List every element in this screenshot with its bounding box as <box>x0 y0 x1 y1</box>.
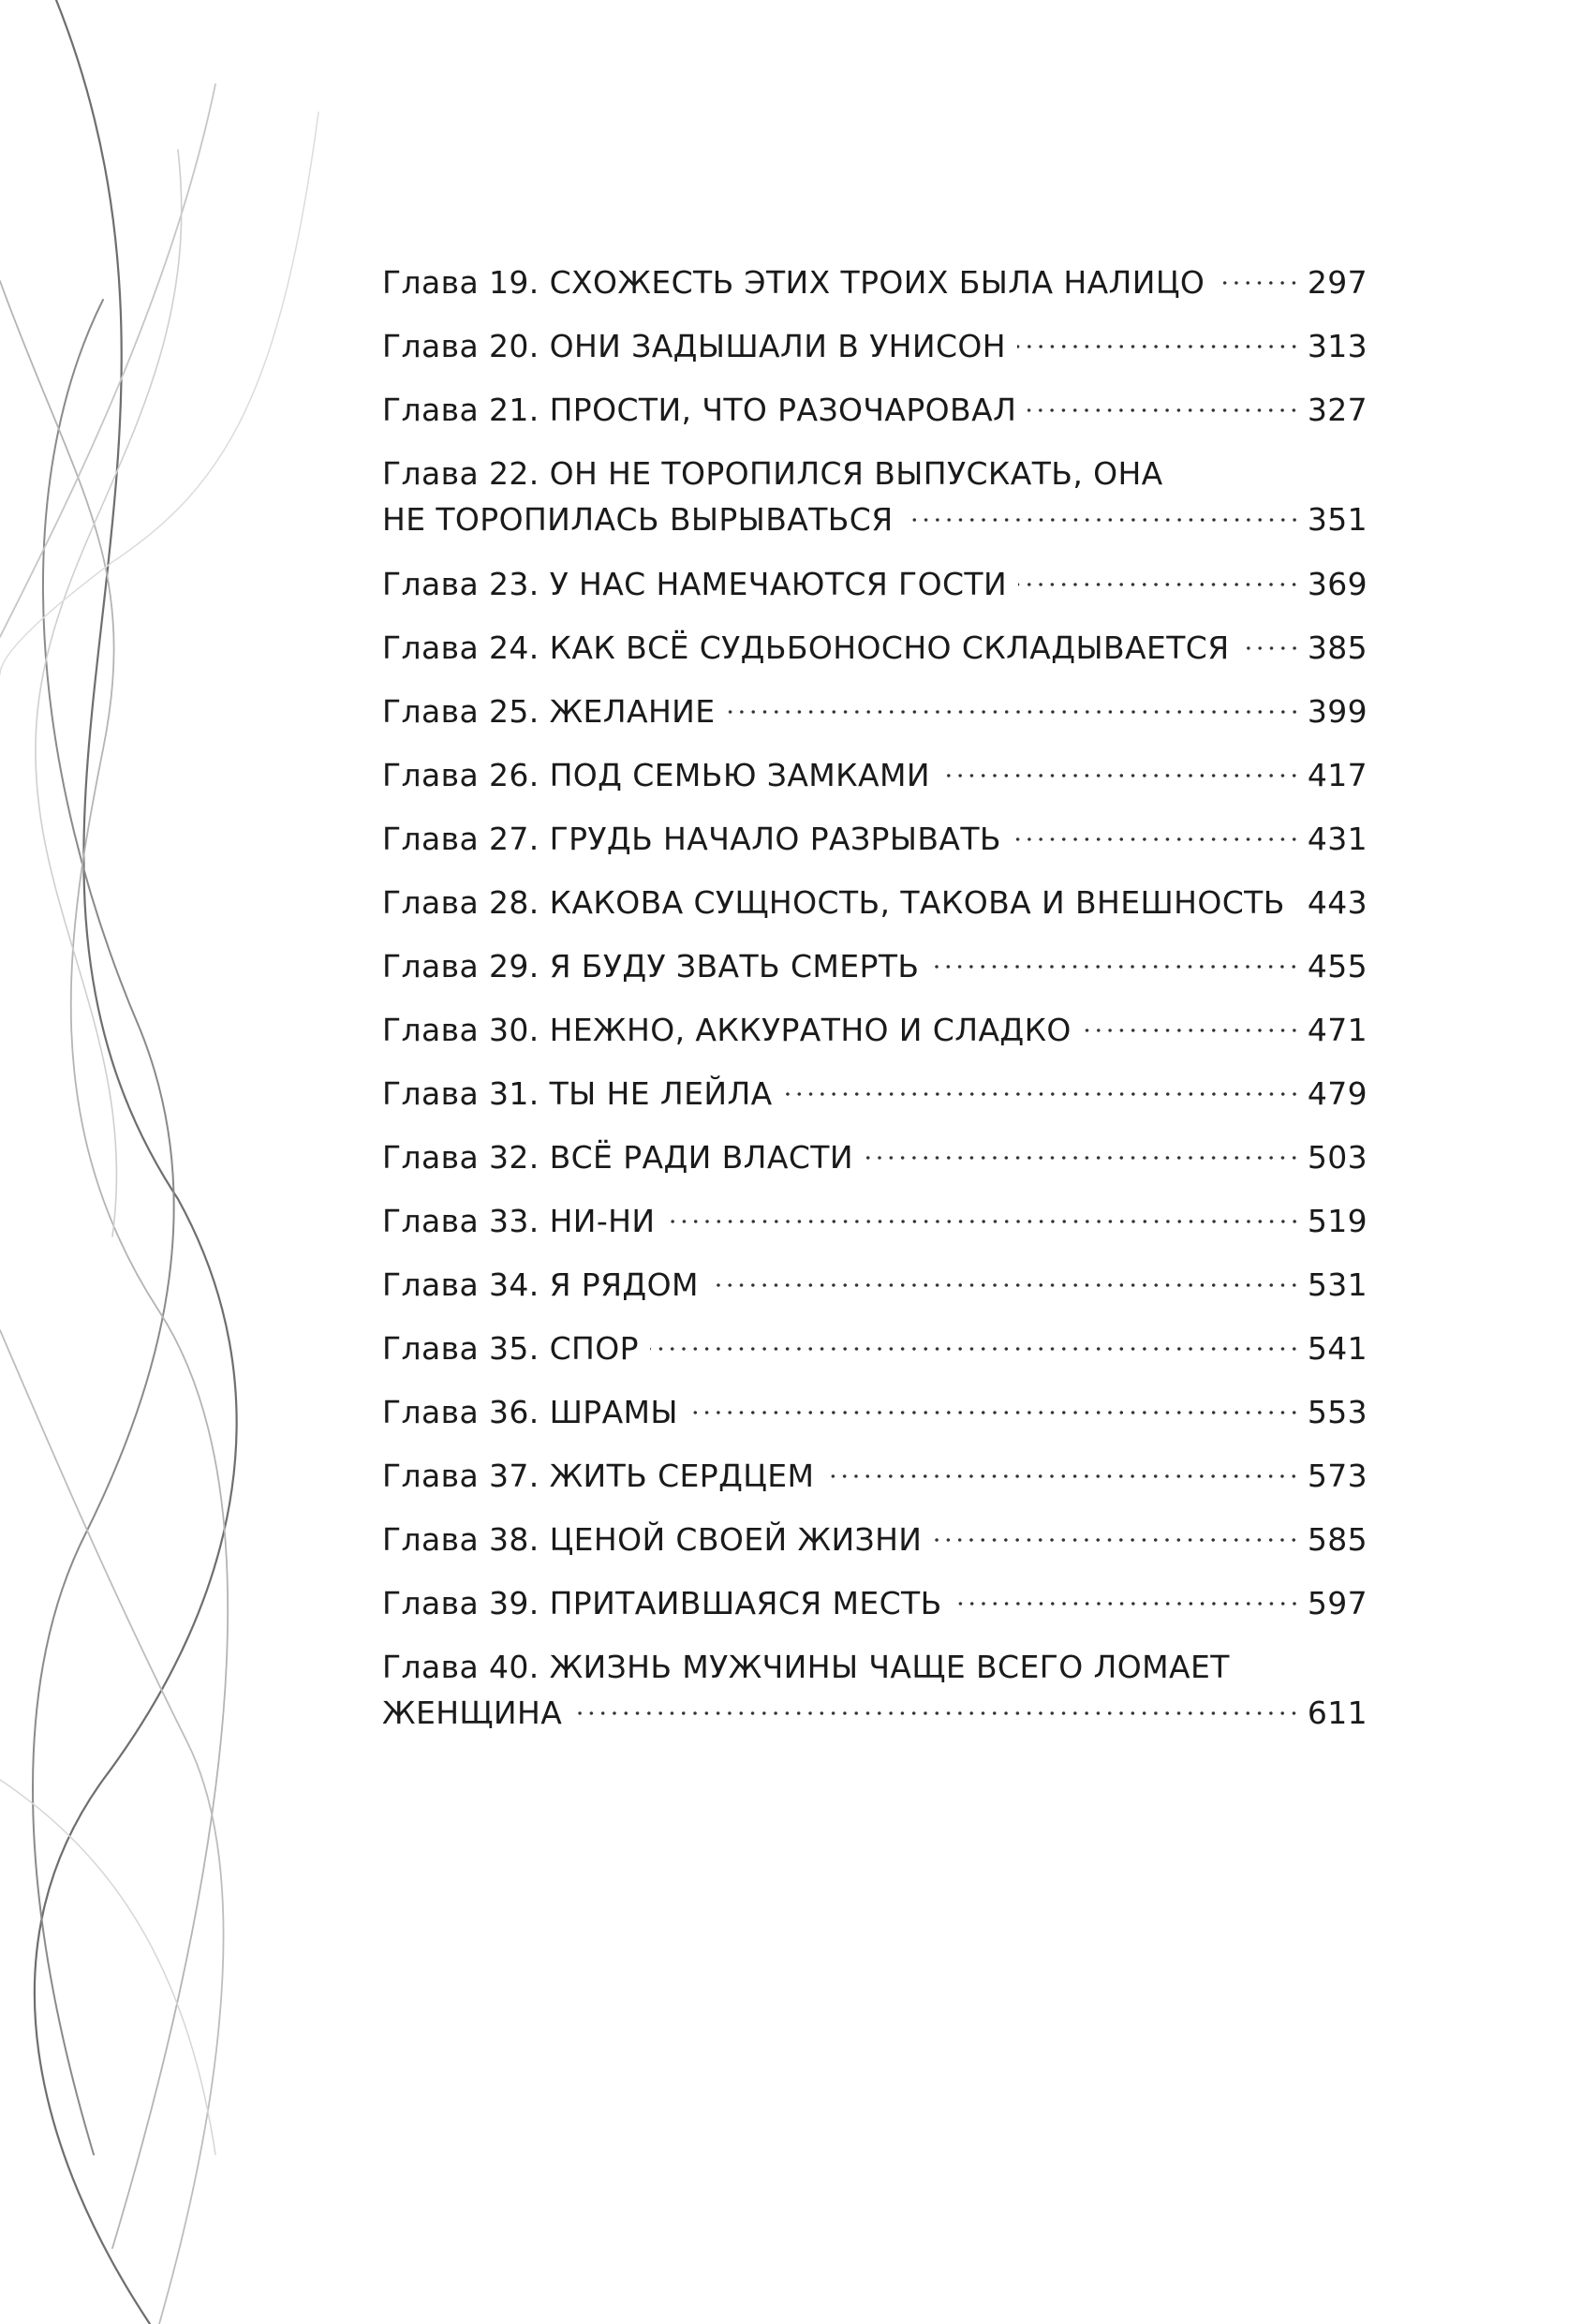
wave-line-light-1 <box>0 281 228 2248</box>
chapter-title: КАК ВСЁ СУДЬБОНОСНО СКЛАДЫВАЕТСЯ <box>549 629 1230 666</box>
chapter-label: Глава 21. <box>382 392 540 428</box>
toc-entry-26[interactable] <box>382 757 1368 793</box>
page-number: 503 <box>1307 1139 1368 1176</box>
page-number: 431 <box>1307 821 1368 857</box>
toc-entry-29[interactable] <box>382 948 1368 984</box>
chapter-label: Глава 39. <box>382 1585 540 1621</box>
page-number: 399 <box>1307 693 1368 730</box>
chapter-label: Глава 19. <box>382 264 540 301</box>
chapter-label: Глава 22. <box>382 455 540 492</box>
dot-leader <box>1216 278 1300 288</box>
chapter-title: ОНИ ЗАДЫШАЛИ В УНИСОН <box>549 328 1006 364</box>
chapter-title: КАКОВА СУЩНОСТЬ, ТАКОВА И ВНЕШНОСТЬ <box>549 884 1285 921</box>
chapter-label: Глава 34. <box>382 1266 540 1303</box>
chapter-label: Глава 20. <box>382 328 540 364</box>
toc-entry-36[interactable] <box>382 1394 1368 1430</box>
dot-leader <box>1296 898 1300 908</box>
page-number: 417 <box>1307 757 1368 793</box>
toc-entry-20[interactable] <box>382 328 1368 364</box>
page-number: 597 <box>1307 1585 1368 1621</box>
chapter-title: ВСЁ РАДИ ВЛАСТИ <box>549 1139 853 1176</box>
toc-entry-38[interactable] <box>382 1521 1368 1558</box>
chapter-label: Глава 23. <box>382 566 540 602</box>
dot-leader <box>933 1535 1299 1545</box>
chapter-label: Глава 36. <box>382 1394 540 1430</box>
page-number: 573 <box>1307 1458 1368 1494</box>
chapter-title: ЖИТЬ СЕРДЦЕМ <box>549 1458 815 1494</box>
page-number: 611 <box>1307 1695 1368 1731</box>
chapter-title: У НАС НАМЕЧАЮТСЯ ГОСТИ <box>549 566 1008 602</box>
table-of-contents <box>382 264 1368 1759</box>
page-number: 541 <box>1307 1330 1368 1367</box>
dot-leader <box>865 1153 1300 1162</box>
toc-entry-32[interactable] <box>382 1139 1368 1176</box>
dot-leader <box>1083 1026 1300 1035</box>
dot-leader <box>573 1709 1300 1718</box>
chapter-label: Глава 33. <box>382 1203 540 1239</box>
chapter-label: Глава 35. <box>382 1330 540 1367</box>
chapter-label: Глава 26. <box>382 757 540 793</box>
dot-leader <box>954 1599 1300 1608</box>
dot-leader <box>689 1408 1300 1417</box>
toc-entry-28[interactable] <box>382 884 1368 921</box>
dot-leader <box>1241 644 1300 653</box>
dot-leader <box>727 707 1300 717</box>
page-number: 471 <box>1307 1012 1368 1048</box>
dot-leader <box>1013 835 1300 844</box>
chapter-label: Глава 37. <box>382 1458 540 1494</box>
toc-entry-30[interactable] <box>382 1012 1368 1048</box>
page-number: 455 <box>1307 948 1368 984</box>
wave-line-light-2 <box>0 84 215 637</box>
chapter-title: НЕЖНО, АККУРАТНО И СЛАДКО <box>549 1012 1072 1048</box>
chapter-title-continued: НЕ ТОРОПИЛАСЬ ВЫРЫВАТЬСЯ <box>382 501 894 538</box>
toc-entry-23[interactable] <box>382 566 1368 602</box>
chapter-label: Глава 38. <box>382 1521 540 1558</box>
page-number: 327 <box>1307 392 1368 428</box>
page-number: 479 <box>1307 1075 1368 1112</box>
chapter-title: ЖИЗНЬ МУЖЧИНЫ ЧАЩЕ ВСЕГО ЛОМАЕТ <box>549 1649 1230 1685</box>
dot-leader <box>1028 406 1300 415</box>
chapter-title: Я БУДУ ЗВАТЬ СМЕРТЬ <box>549 948 920 984</box>
wave-line-light-5 <box>0 1780 215 2154</box>
page-number: 585 <box>1307 1521 1368 1558</box>
dot-leader <box>784 1089 1300 1099</box>
toc-entry-27[interactable] <box>382 821 1368 857</box>
chapter-label: Глава 24. <box>382 629 540 666</box>
page-number: 531 <box>1307 1266 1368 1303</box>
chapter-label: Глава 27. <box>382 821 540 857</box>
page-number: 443 <box>1307 884 1368 921</box>
chapter-label: Глава 32. <box>382 1139 540 1176</box>
chapter-title: ПОД СЕМЬЮ ЗАМКАМИ <box>549 757 930 793</box>
page-number: 313 <box>1307 328 1368 364</box>
toc-entry-33[interactable] <box>382 1203 1368 1239</box>
dot-leader <box>1018 580 1300 589</box>
chapter-title: ШРАМЫ <box>549 1394 678 1430</box>
page-number: 519 <box>1307 1203 1368 1239</box>
toc-entry-35[interactable] <box>382 1330 1368 1367</box>
toc-entry-19[interactable] <box>382 264 1368 301</box>
chapter-label: Глава 40. <box>382 1649 540 1685</box>
chapter-title: СПОР <box>549 1330 639 1367</box>
toc-entry-31[interactable] <box>382 1075 1368 1112</box>
chapter-title: ГРУДЬ НАЧАЛО РАЗРЫВАТЬ <box>549 821 1001 857</box>
chapter-title: Я РЯДОМ <box>549 1266 699 1303</box>
chapter-title: ЖЕЛАНИЕ <box>549 693 716 730</box>
chapter-title: ПРОСТИ, ЧТО РАЗОЧАРОВАЛ <box>549 392 1017 428</box>
toc-entry-34[interactable] <box>382 1266 1368 1303</box>
toc-entry-22[interactable] <box>382 455 1368 538</box>
toc-entry-40[interactable] <box>382 1649 1368 1731</box>
dot-leader <box>941 771 1300 780</box>
toc-entry-24[interactable] <box>382 629 1368 666</box>
dot-leader <box>1017 342 1300 351</box>
chapter-label: Глава 31. <box>382 1075 540 1112</box>
toc-entry-39[interactable] <box>382 1585 1368 1621</box>
dot-leader <box>667 1217 1300 1226</box>
page-number: 297 <box>1307 264 1368 301</box>
dot-leader <box>710 1280 1300 1290</box>
dot-leader <box>825 1472 1299 1481</box>
chapter-title: ОН НЕ ТОРОПИЛСЯ ВЫПУСКАТЬ, ОНА <box>549 455 1163 492</box>
page-number: 385 <box>1307 629 1368 666</box>
page-number: 553 <box>1307 1394 1368 1430</box>
toc-entry-21[interactable] <box>382 392 1368 428</box>
chapter-title: ТЫ НЕ ЛЕЙЛА <box>549 1075 773 1112</box>
chapter-title-continued: ЖЕНЩИНА <box>382 1695 563 1731</box>
chapter-label: Глава 28. <box>382 884 540 921</box>
page-number: 369 <box>1307 566 1368 602</box>
toc-entry-25[interactable] <box>382 693 1368 730</box>
page-number: 351 <box>1307 501 1368 538</box>
chapter-title: ЦЕНОЙ СВОЕЙ ЖИЗНИ <box>549 1521 923 1558</box>
wave-line-dark <box>35 0 237 2324</box>
wave-line-light-6 <box>0 112 318 674</box>
dot-leader <box>930 962 1299 971</box>
chapter-title: НИ-НИ <box>549 1203 656 1239</box>
chapter-label: Глава 30. <box>382 1012 540 1048</box>
toc-entry-37[interactable] <box>382 1458 1368 1494</box>
chapter-title: ПРИТАИВШАЯСЯ МЕСТЬ <box>549 1585 942 1621</box>
dot-leader <box>905 515 1300 525</box>
chapter-label: Глава 25. <box>382 693 540 730</box>
wave-line-light-3 <box>36 150 182 1236</box>
dot-leader <box>650 1344 1300 1354</box>
decorative-wave-lines <box>0 0 393 2324</box>
chapter-title: СХОЖЕСТЬ ЭТИХ ТРОИХ БЫЛА НАЛИЦО <box>549 264 1205 301</box>
chapter-label: Глава 29. <box>382 948 540 984</box>
